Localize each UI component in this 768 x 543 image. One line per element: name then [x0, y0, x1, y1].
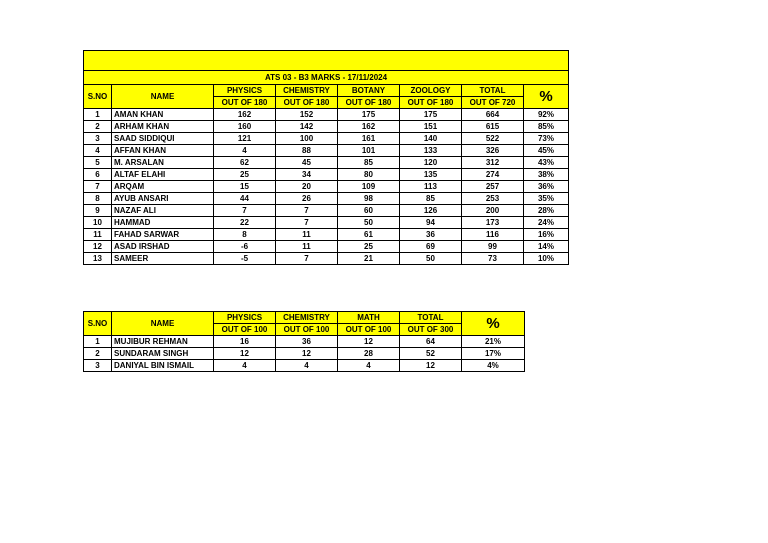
percent-cell: 45%	[524, 145, 569, 157]
row-number-cell: 1	[84, 109, 112, 121]
header-sno: S.NO	[84, 85, 112, 109]
student-name-cell: FAHAD SARWAR	[112, 229, 214, 241]
student-name-cell: MUJIBUR REHMAN	[112, 336, 214, 348]
percent-cell: 43%	[524, 157, 569, 169]
score-cell: 80	[338, 169, 400, 181]
score-cell: 85	[400, 193, 462, 205]
outof-physics: OUT OF 180	[214, 97, 276, 109]
score-cell: 12	[338, 336, 400, 348]
outof-math: OUT OF 100	[338, 324, 400, 336]
outof-chemistry: OUT OF 180	[276, 97, 338, 109]
score-cell: 98	[338, 193, 400, 205]
score-cell: 4	[338, 360, 400, 372]
row-number-cell: 9	[84, 205, 112, 217]
score-cell: 44	[214, 193, 276, 205]
marks-table-second-body	[84, 312, 525, 372]
score-cell: 113	[400, 181, 462, 193]
header-botany: BOTANY	[338, 85, 400, 97]
score-cell: 16	[214, 336, 276, 348]
header-name: NAME	[112, 85, 214, 109]
score-cell: 61	[338, 229, 400, 241]
score-cell: 12	[214, 348, 276, 360]
percent-cell: 16%	[524, 229, 569, 241]
outof-chemistry: OUT OF 100	[276, 324, 338, 336]
row-number-cell: 3	[84, 360, 112, 372]
score-cell: 101	[338, 145, 400, 157]
percent-cell: 21%	[462, 336, 525, 348]
score-cell: 11	[276, 241, 338, 253]
score-cell: 312	[462, 157, 524, 169]
percent-cell: 38%	[524, 169, 569, 181]
student-name-cell: SUNDARAM SINGH	[112, 348, 214, 360]
table-row	[84, 109, 569, 121]
row-number-cell: 2	[84, 348, 112, 360]
score-cell: 135	[400, 169, 462, 181]
score-cell: 36	[276, 336, 338, 348]
score-cell: 26	[276, 193, 338, 205]
score-cell: 100	[276, 133, 338, 145]
table-row	[84, 217, 569, 229]
score-cell: 25	[214, 169, 276, 181]
student-name-cell: M. ARSALAN	[112, 157, 214, 169]
percent-cell: 28%	[524, 205, 569, 217]
student-name-cell: AFFAN KHAN	[112, 145, 214, 157]
table-row	[84, 205, 569, 217]
table-row	[84, 133, 569, 145]
outof-total: OUT OF 300	[400, 324, 462, 336]
percent-cell: 4%	[462, 360, 525, 372]
score-cell: 253	[462, 193, 524, 205]
score-cell: 50	[400, 253, 462, 265]
table-row	[84, 360, 525, 372]
header-zoology: ZOOLOGY	[400, 85, 462, 97]
table-row	[84, 241, 569, 253]
score-cell: 120	[400, 157, 462, 169]
score-cell: 11	[276, 229, 338, 241]
score-cell: 25	[338, 241, 400, 253]
student-name-cell: ALTAF ELAHI	[112, 169, 214, 181]
header-physics: PHYSICS	[214, 312, 276, 324]
header-percent: %	[524, 85, 569, 109]
score-cell: 162	[214, 109, 276, 121]
score-cell: 121	[214, 133, 276, 145]
student-name-cell: NAZAF ALI	[112, 205, 214, 217]
score-cell: 151	[400, 121, 462, 133]
score-cell: 69	[400, 241, 462, 253]
score-cell: 73	[462, 253, 524, 265]
score-cell: 20	[276, 181, 338, 193]
score-cell: 175	[338, 109, 400, 121]
marks-table-second	[83, 311, 525, 372]
header-name: NAME	[112, 312, 214, 336]
outof-botany: OUT OF 180	[338, 97, 400, 109]
score-cell: 109	[338, 181, 400, 193]
percent-cell: 10%	[524, 253, 569, 265]
score-cell: 50	[338, 217, 400, 229]
score-cell: 326	[462, 145, 524, 157]
student-name-cell: AYUB ANSARI	[112, 193, 214, 205]
header-total: TOTAL	[462, 85, 524, 97]
score-cell: 99	[462, 241, 524, 253]
row-number-cell: 3	[84, 133, 112, 145]
row-number-cell: 11	[84, 229, 112, 241]
score-cell: 175	[400, 109, 462, 121]
score-cell: 142	[276, 121, 338, 133]
row-number-cell: 1	[84, 336, 112, 348]
score-cell: 12	[276, 348, 338, 360]
student-name-cell: SAAD SIDDIQUI	[112, 133, 214, 145]
student-name-cell: ASAD IRSHAD	[112, 241, 214, 253]
score-cell: 34	[276, 169, 338, 181]
score-cell: 200	[462, 205, 524, 217]
score-cell: 522	[462, 133, 524, 145]
score-cell: 4	[276, 360, 338, 372]
student-name-cell: ARHAM KHAN	[112, 121, 214, 133]
score-cell: 7	[276, 217, 338, 229]
score-cell: 15	[214, 181, 276, 193]
score-cell: 60	[338, 205, 400, 217]
score-cell: 62	[214, 157, 276, 169]
marks-table-b3	[83, 50, 569, 265]
percent-cell: 85%	[524, 121, 569, 133]
header-physics: PHYSICS	[214, 85, 276, 97]
score-cell: 162	[338, 121, 400, 133]
score-cell: 64	[400, 336, 462, 348]
score-cell: 615	[462, 121, 524, 133]
score-cell: 161	[338, 133, 400, 145]
score-cell: 152	[276, 109, 338, 121]
table-row	[84, 181, 569, 193]
percent-cell: 36%	[524, 181, 569, 193]
score-cell: 7	[276, 205, 338, 217]
score-cell: 140	[400, 133, 462, 145]
marks-table-b3-body	[84, 51, 569, 265]
score-cell: 664	[462, 109, 524, 121]
row-number-cell: 5	[84, 157, 112, 169]
score-cell: 94	[400, 217, 462, 229]
header-chemistry: CHEMISTRY	[276, 85, 338, 97]
table-title: ATS 03 - B3 MARKS - 17/11/2024	[84, 71, 569, 85]
student-name-cell: SAMEER	[112, 253, 214, 265]
student-name-cell: DANIYAL BIN ISMAIL	[112, 360, 214, 372]
score-cell: 36	[400, 229, 462, 241]
score-cell: 116	[462, 229, 524, 241]
score-cell: 12	[400, 360, 462, 372]
table-row	[84, 169, 569, 181]
row-number-cell: 13	[84, 253, 112, 265]
score-cell: 173	[462, 217, 524, 229]
table-row	[84, 348, 525, 360]
table-row	[84, 145, 569, 157]
percent-cell: 92%	[524, 109, 569, 121]
score-cell: -6	[214, 241, 276, 253]
percent-cell: 17%	[462, 348, 525, 360]
score-cell: 7	[276, 253, 338, 265]
table-row	[84, 121, 569, 133]
score-cell: 133	[400, 145, 462, 157]
row-number-cell: 10	[84, 217, 112, 229]
header-sno: S.NO	[84, 312, 112, 336]
header-chemistry: CHEMISTRY	[276, 312, 338, 324]
score-cell: 160	[214, 121, 276, 133]
score-cell: 22	[214, 217, 276, 229]
row-number-cell: 12	[84, 241, 112, 253]
student-name-cell: HAMMAD	[112, 217, 214, 229]
score-cell: 126	[400, 205, 462, 217]
table-row	[84, 229, 569, 241]
percent-cell: 24%	[524, 217, 569, 229]
outof-physics: OUT OF 100	[214, 324, 276, 336]
row-number-cell: 4	[84, 145, 112, 157]
score-cell: 8	[214, 229, 276, 241]
header-percent: %	[462, 312, 525, 336]
student-name-cell: AMAN KHAN	[112, 109, 214, 121]
banner-row	[84, 51, 569, 71]
score-cell: 28	[338, 348, 400, 360]
score-cell: 21	[338, 253, 400, 265]
table-row	[84, 336, 525, 348]
row-number-cell: 7	[84, 181, 112, 193]
score-cell: 4	[214, 360, 276, 372]
row-number-cell: 6	[84, 169, 112, 181]
table-row	[84, 193, 569, 205]
score-cell: 45	[276, 157, 338, 169]
score-cell: 52	[400, 348, 462, 360]
score-cell: 274	[462, 169, 524, 181]
score-cell: 85	[338, 157, 400, 169]
percent-cell: 35%	[524, 193, 569, 205]
percent-cell: 14%	[524, 241, 569, 253]
header-math: MATH	[338, 312, 400, 324]
score-cell: -5	[214, 253, 276, 265]
table-row	[84, 253, 569, 265]
percent-cell: 73%	[524, 133, 569, 145]
table-row	[84, 157, 569, 169]
header-total: TOTAL	[400, 312, 462, 324]
score-cell: 88	[276, 145, 338, 157]
score-cell: 4	[214, 145, 276, 157]
outof-total: OUT OF 720	[462, 97, 524, 109]
row-number-cell: 8	[84, 193, 112, 205]
row-number-cell: 2	[84, 121, 112, 133]
outof-zoology: OUT OF 180	[400, 97, 462, 109]
score-cell: 7	[214, 205, 276, 217]
score-cell: 257	[462, 181, 524, 193]
student-name-cell: ARQAM	[112, 181, 214, 193]
